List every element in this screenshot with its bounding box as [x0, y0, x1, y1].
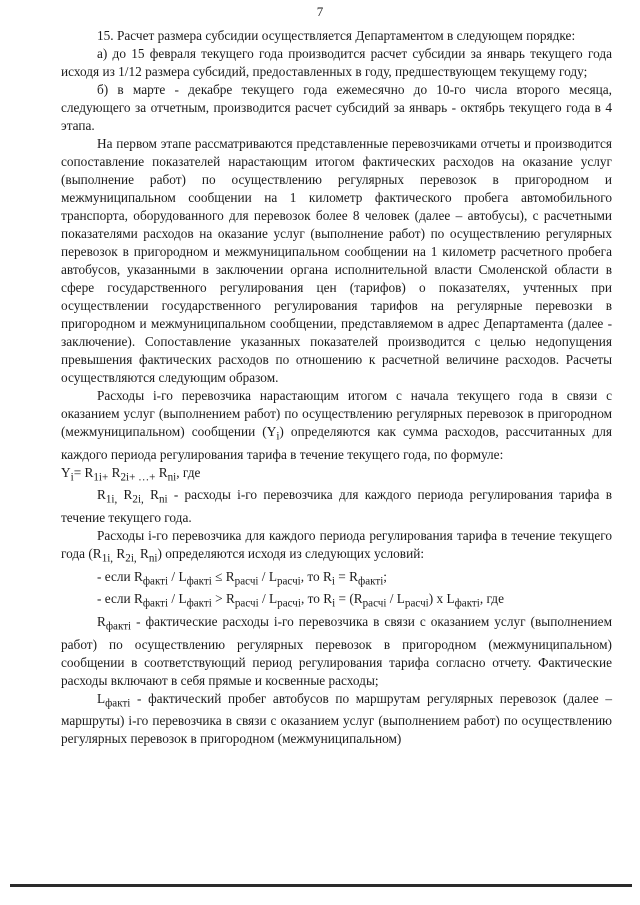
formula-sub: ni: [167, 471, 177, 484]
formula-part: Y: [61, 464, 71, 480]
subscript: расчi: [234, 575, 259, 588]
paragraph-r-fact-definition: [61, 613, 612, 690]
subscript: i: [331, 575, 335, 588]
formula-part: R: [108, 464, 121, 480]
subscript: фактi: [186, 597, 212, 610]
text-segment: = (R: [335, 591, 363, 607]
paragraph-a: а) до 15 февраля текущего года производится расчет субсидии за январь текущего года исходя из 1/12 размера субсидий, предоставленных в году, предшествующем текущему году;: [61, 46, 612, 79]
subscript: фактi: [142, 597, 169, 610]
paragraph-conditions-intro: [61, 527, 612, 568]
text-segment: R: [143, 487, 159, 503]
text-segment: , то R: [300, 568, 332, 584]
subscript: 1i,: [101, 552, 114, 565]
text-segment: - фактические расходы i-го перевозчика в связи с оказанием услуг (выполнением работ) по осуществлению регулярных перевозок в пригородном (межмуниципальном) сообщении в соответствующий период регулирования тарифа согласно отчету. Фактические расходы включают в себя прямые и косвенные расходы;: [61, 613, 612, 688]
text-segment: - если R: [97, 568, 143, 584]
text-segment: L: [97, 690, 106, 706]
paragraph-carrier-expenses: [61, 387, 612, 464]
subscript: фактi: [358, 575, 384, 588]
text-segment: = R: [334, 568, 359, 584]
text-segment: R: [97, 487, 106, 503]
subscript: фактi: [454, 597, 480, 610]
paragraph-15: 15. Расчет размера субсидии осуществляется Департаментом в следующем порядке:: [97, 28, 576, 43]
page-bottom-rule: [10, 884, 632, 887]
formula-part: R: [155, 464, 168, 480]
text-segment: R: [113, 545, 126, 561]
paragraph-b: б) в марте - декабре текущего года ежемесячно до 10-го числа второго месяца, следующего за отчетным, производится расчет субсидий за январь - октябрь текущего года в 4 этапа.: [61, 82, 612, 133]
text-segment: > R: [211, 591, 235, 607]
text-segment: R: [117, 487, 133, 503]
subscript: фактi: [186, 575, 212, 588]
text-segment: Расходы i-го перевозчика для каждого периода регулирования тарифа в течение текущего года (R: [61, 527, 612, 561]
page-number: 7: [316, 4, 324, 19]
paragraph-first-stage: На первом этапе рассматриваются представленные перевозчиками отчеты и производится сопоставление показателей нарастающим итогом фактических расходов на оказание услуг (выполнение работ) по осуществлению регулярных перевозок в пригородном и межмуниципальном сообщении на 1 километр фактического пробега автомобильного транспорта, оборудованного для перевозок более 8 человек (далее – автобусы), с расчетными показателями расходов на оказание услуг (выполнение работ) по осуществлению регулярных перевозок в пригородном и межмуниципальном сообщении на 1 километр расчетного пробега автобусов, указанными в заключении органа исполнительной власти Смоленской области в сфере государственного регулирования цен (тарифов) о показателях, учтенных при осуществлении государственного регулирования тарифов на регулярные перевозки в пригородном и межмуниципальном сообщении, представляемом в адрес Департамента (далее - заключение). Сопоставление указанных показателей производится с целью недопущения превышения фактических расходов по отношению к расчетной величине расходов. Расчеты осуществляются следующим образом.: [61, 136, 612, 385]
subscript: 1i,: [105, 493, 118, 506]
formula-line: [61, 464, 612, 487]
formula-part: , где: [176, 464, 201, 480]
text-segment: / L: [168, 591, 187, 607]
subscript: ni: [158, 493, 168, 506]
text-segment: ) определяются исходя из следующих условий:: [157, 545, 425, 561]
text-segment: / L: [386, 591, 405, 607]
condition-2: [61, 590, 612, 613]
text-segment: - если R: [97, 591, 143, 607]
subscript: i: [276, 430, 280, 443]
formula-sub: 2i+ …+: [120, 471, 156, 484]
text-segment: / L: [258, 568, 277, 584]
text-segment: R: [97, 613, 106, 629]
subscript: фактi: [105, 620, 132, 633]
subscript: 2i,: [132, 493, 144, 506]
formula-sub: i: [70, 471, 74, 484]
text-segment: - фактический пробег автобусов по маршрутам регулярных перевозок (далее – маршруты) i-го перевозчика в связи с оказанием услуг (выполнением работ) по осуществлению регулярных перевозок в пригородном (межмуниципальном): [61, 690, 612, 747]
text-segment: ;: [383, 568, 387, 584]
document-body: [61, 27, 612, 748]
subscript: фактi: [142, 575, 169, 588]
subscript: ni: [148, 552, 158, 565]
formula-part: = R: [73, 464, 94, 480]
text-segment: Расходы i-го перевозчика нарастающим итогом с начала текущего года в связи с оказанием услуг (выполнением работ) по осуществлению регулярных перевозок в пригородном (межмуниципальном) сообщении (Y: [61, 388, 612, 439]
subscript: расчi: [277, 597, 301, 610]
subscript: расчi: [234, 597, 259, 610]
text-segment: / L: [168, 568, 187, 584]
condition-1: [61, 568, 612, 591]
text-segment: , то R: [300, 591, 333, 607]
formula-sub: 1i+: [93, 471, 109, 484]
paragraph-r-definition: [61, 486, 612, 527]
text-segment: ≤ R: [211, 568, 235, 584]
text-segment: ) x L: [428, 591, 455, 607]
subscript: 2i,: [125, 552, 137, 565]
text-segment: / L: [258, 591, 278, 607]
subscript: расчi: [276, 575, 301, 588]
text-segment: ) определяются как сумма расходов, рассчитанных для каждого периода регулирования тарифа в течение текущего года, по формуле:: [61, 424, 612, 462]
text-segment: R: [136, 545, 149, 561]
text-segment: , где: [479, 591, 504, 607]
paragraph-l-fact-definition: [61, 690, 612, 749]
subscript: расчi: [362, 597, 387, 610]
subscript: расчi: [404, 597, 429, 610]
subscript: i: [332, 597, 336, 610]
text-segment: - расходы i-го перевозчика для каждого периода регулирования тарифа в течение текущего года.: [61, 487, 612, 525]
subscript: фактi: [105, 697, 131, 710]
